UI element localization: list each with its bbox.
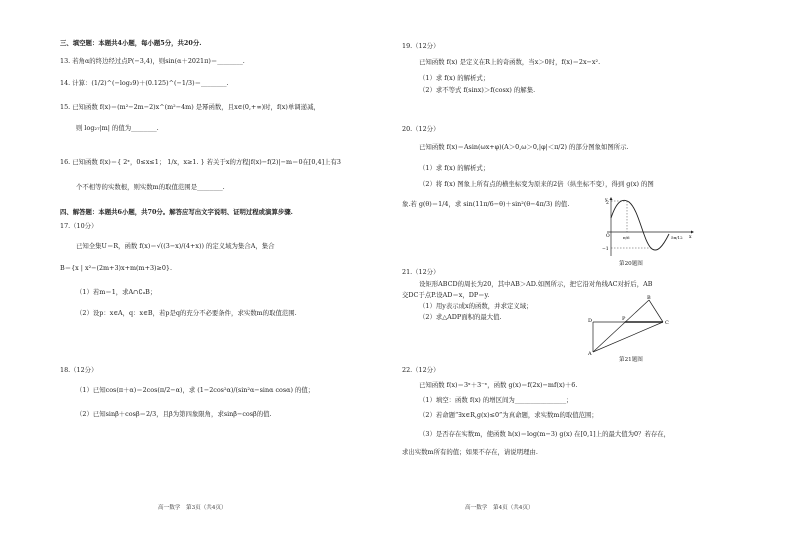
question-18-part2: （2）已知sinβ＋cosβ＝2/3，且β为第四象限角，求sinβ−cosβ的值.: [76, 410, 272, 418]
fig20-label-minus1: −1: [602, 247, 609, 252]
question-17-line2: B＝{x | x²−(2m+3)x+m(m+3)≥0}.: [60, 264, 173, 272]
question-22-line1: 已知函数 f(x)＝3ˣ＋3⁻ˣ，函数 g(x)＝f(2x)−mf(x)＋6.: [419, 381, 578, 389]
section4-header: 四、解答题：本题共6小题，共70分。解答应写出文字说明、证明过程或演算步骤.: [60, 208, 293, 216]
fig21-label-C: C: [665, 320, 669, 326]
fig20-label-x: x: [689, 235, 692, 240]
question-20-part1: （1）求 f(x) 的解析式；: [419, 164, 490, 172]
fig21-label-A: A: [588, 351, 592, 356]
question-22-part3-line1: （3）是否存在实数m，使函数 h(x)＝log(m−3) g(x) 在[0,1]上的最大值为0？若存在，: [419, 430, 671, 438]
question-16-line1: 16. 已知函数 f(x)＝{ 2ˣ，0≤x≤1； 1/x，x≥1. } 若关于x的方程|f(x)−f(2)|−m＝0在[0,4]上有3: [60, 158, 341, 166]
question-19-part2: （2）求不等式 f(sinx)＞f(cosx) 的解集.: [419, 86, 536, 94]
right-page-footer: 高一数学 第4页（共4页）: [465, 505, 534, 511]
question-18-part1: （1）已知cos(π＋α)＝2cos(π/2−α)，求 (1−2cos²α)/(sin²α−sinα cosα) 的值；: [76, 386, 315, 394]
question-22-part3-line2: 求出实数m所有的值；如果不存在，请说明理由.: [402, 448, 538, 456]
figure-21-caption: 第21题图: [619, 357, 643, 363]
question-15-line2: 则 log₂₇|m| 的值为________.: [76, 124, 159, 132]
question-21-heading: 21.（12分）: [402, 268, 440, 276]
question-20-heading: 20.（12分）: [402, 125, 440, 133]
question-18-heading: 18.（12分）: [60, 366, 98, 374]
figure-21-diagram: [585, 292, 671, 356]
question-14: 14. 计算：(1/2)^(−log₂9)＋(0.125)^(−1/3)＝________.: [60, 79, 229, 87]
question-22-part1: （1）填空：函数 f(x) 的增区间为________________；: [419, 396, 573, 404]
question-17-part2: （2）设p：x∈A，q：x∈B，若p是q的充分不必要条件，求实数m的取值范围.: [76, 309, 297, 317]
question-21-part2: （2）求△ADP面积的最大值.: [419, 313, 502, 321]
question-22-part2: （2）若命题“∃x∈R,g(x)≤0”为真命题，求实数m的取值范围；: [419, 411, 598, 419]
fig21-label-P: P: [622, 316, 626, 322]
question-13: 13. 若角α的终边经过点P(−3,4)，则sin(α＋2021π)＝________.: [60, 57, 245, 65]
question-21-line2: 交DC于点P.设AD＝x，DP＝y.: [402, 291, 490, 299]
question-17-heading: 17.（10分）: [60, 222, 98, 230]
question-19-heading: 19.（12分）: [402, 42, 440, 50]
fig20-label-y: y: [605, 198, 608, 203]
fig20-label-pi6: π/6: [623, 235, 630, 240]
question-20-part2-line2: 象.若 g(θ)＝1/4，求 sin(11π/6−θ)＋sin²(θ−4π/3) 的值.: [402, 200, 570, 208]
right-page: [397, 0, 794, 550]
fig21-label-B: B: [647, 295, 651, 301]
question-20-line1: 已知函数 f(x)＝Asin(ωx+φ)(A＞0,ω＞0,|φ|＜π/2) 的部分图象如图所示.: [419, 143, 629, 151]
fig20-label-5pi12: 5π/12: [671, 235, 683, 240]
question-21-line1: 设矩形ABCD的周长为20，其中AB＞AD.如图所示，把它沿对角线AC对折后，AB: [419, 280, 653, 288]
fig20-label-2: 2: [606, 201, 609, 206]
fig20-label-origin: O: [606, 234, 610, 239]
question-17-part1: （1）若m＝1，求A∩∁ᵤB；: [76, 288, 157, 296]
question-17-line1: 已知全集U＝R，函数 f(x)＝√((3−x)/(4+x)) 的定义域为集合A，集合: [76, 242, 275, 250]
left-page-footer: 高一数学 第3页（共4页）: [158, 505, 227, 511]
fig21-label-D: D: [588, 318, 593, 324]
question-20-part2-line1: （2）将 f(x) 图象上所有点的横坐标变为原来的2倍（纵坐标不变），得到 g(x) 的图: [419, 180, 654, 188]
question-21-part1: （1）用y表示成x的函数，并求定义域；: [419, 302, 533, 310]
section3-header: 三、填空题：本题共4小题，每小题5分，共20分.: [60, 39, 202, 47]
question-22-heading: 22.（12分）: [402, 366, 440, 374]
figure-20-graph: [599, 196, 695, 258]
figure-20-caption: 第20题图: [619, 261, 643, 267]
question-15-line1: 15. 已知函数 f(x)＝(m²−2m−2)x^(m²−4m) 是幂函数，且x∈(0,+∞)时，f(x)单调递减，: [60, 103, 320, 111]
question-19-line1: 已知函数 f(x) 是定义在R上的奇函数，当x＞0时，f(x)＝2x−x².: [419, 58, 601, 66]
question-16-line2: 个不相等的实数根，则实数m的取值范围是________.: [76, 183, 225, 191]
question-19-part1: （1）求 f(x) 的解析式；: [419, 74, 490, 82]
